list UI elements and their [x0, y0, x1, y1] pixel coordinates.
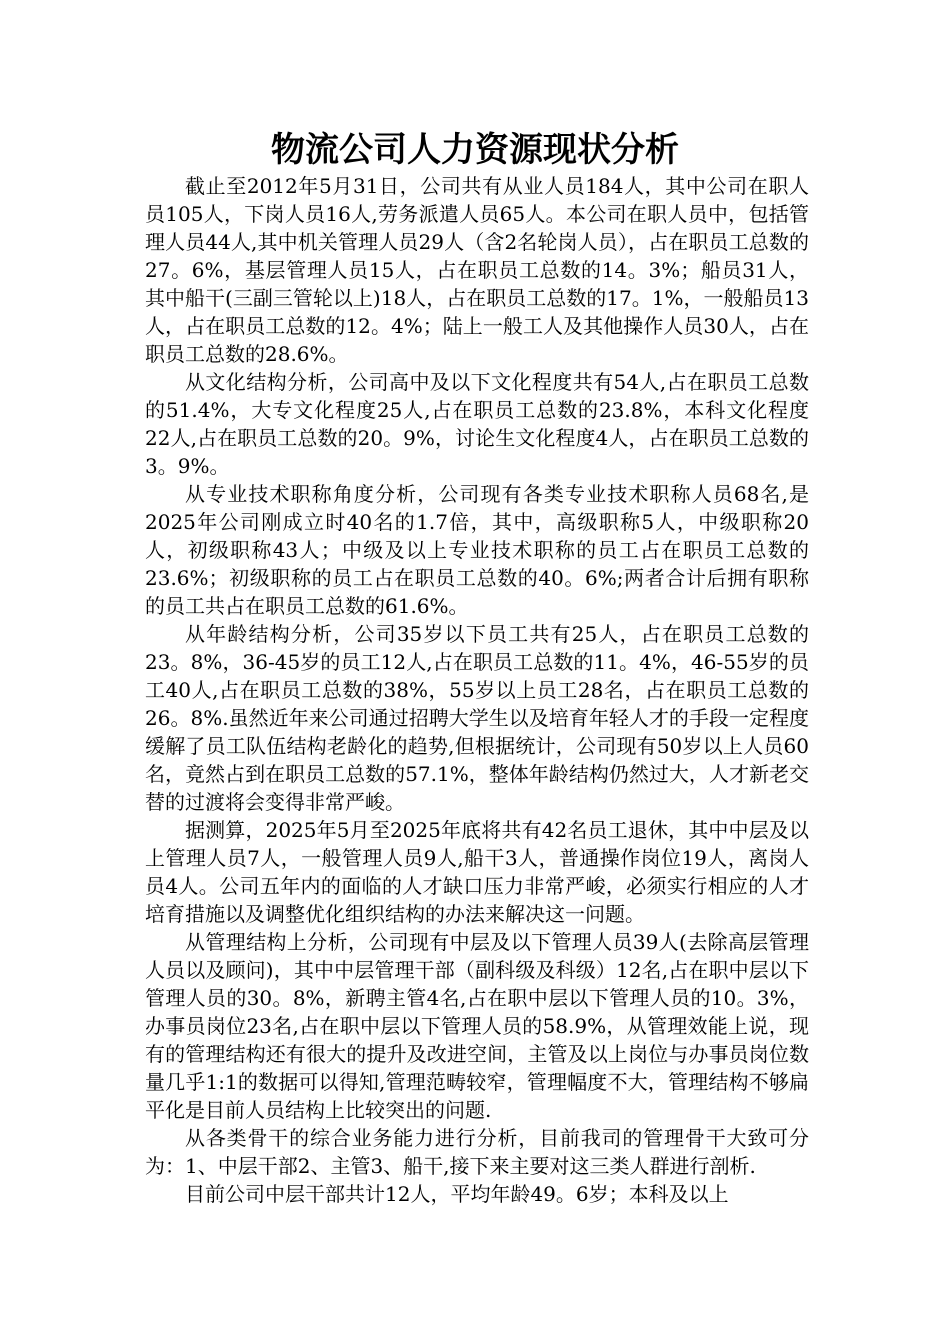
- paragraph-education-structure: 从文化结构分析，公司高中及以下文化程度共有54人,占在职员工总数的51.4%，大专文化程度25人,占在职员工总数的23.8%，本科文化程度22人,占在职员工总数的20。9%，讨论生文化程度4人，占在职员工总数的3。9%。: [145, 370, 809, 478]
- paragraph-middle-managers: 目前公司中层干部共计12人，平均年龄49。6岁；本科及以上: [185, 1182, 729, 1206]
- paragraph-age-structure: 从年龄结构分析，公司35岁以下员工共有25人，占在职员工总数的23。8%，36-45岁的员工12人,占在职员工总数的11。4%，46-55岁的员工40人,占在职员工总数的38%，55岁以上员工28名，占在职员工总数的26。8%.虽然近年来公司通过招聘大学生以及培育年轻人才的手段一定程度缓解了员工队伍结构老龄化的趋势,但根据统计，公司现有50岁以上人员60名，竟然占到在职员工总数的57.1%，整体年龄结构仍然过大，人才新老交替的过渡将会变得非常严峻。: [145, 622, 809, 814]
- paragraph-management-structure: 从管理结构上分析，公司现有中层及以下管理人员39人(去除高层管理人员以及顾问)，其中中层管理干部（副科级及科级）12名,占在职中层以下管理人员的30。8%，新聘主管4名,占在职中层以下管理人员的10。3%，办事员岗位23名,占在职中层以下管理人员的58.9%，从管理效能上说，现有的管理结构还有很大的提升及改进空间，主管及以上岗位与办事员岗位数量几乎1:1的数据可以得知,管理范畴较窄，管理幅度不大，管理结构不够扁平化是目前人员结构上比较突出的问题.: [145, 930, 809, 1122]
- paragraph-staff-overview: 截止至2012年5月31日，公司共有从业人员184人，其中公司在职人员105人，下岗人员16人,劳务派遣人员65人。本公司在职人员中，包括管理人员44人,其中机关管理人员29人（含2名轮岗人员），占在职员工总数的27。6%，基层管理人员15人，占在职员工总数的14。3%；船员31人，其中船干(三副三管轮以上)18人，占在职员工总数的17。1%，一般船员13人，占在职员工总数的12。4%；陆上一般工人及其他操作人员30人，占在职员工总数的28.6%。: [145, 174, 809, 366]
- document-title: 物流公司人力资源现状分析: [271, 130, 679, 170]
- paragraph-retirement-forecast: 据测算，2025年5月至2025年底将共有42名员工退休，其中中层及以上管理人员7人，一般管理人员9人,船干3人，普通操作岗位19人，离岗人员4人。公司五年内的面临的人才缺口压力非常严峻，必须实行相应的人才培育措施以及调整优化组织结构的办法来解决这一问题。: [145, 818, 809, 926]
- paragraph-key-staff-analysis: 从各类骨干的综合业务能力进行分析，目前我司的管理骨干大致可分为：1、中层干部2、主管3、船干,接下来主要对这三类人群进行剖析.: [145, 1126, 809, 1178]
- paragraph-professional-titles: 从专业技术职称角度分析，公司现有各类专业技术职称人员68名,是2025年公司刚成立时40名的1.7倍，其中，高级职称5人，中级职称20人，初级职称43人；中级及以上专业技术职称的员工占在职员工总数的23.6%；初级职称的员工占在职员工总数的40。6%;两者合计后拥有职称的员工共占在职员工总数的61.6%。: [145, 482, 809, 618]
- document-body: [145, 172, 809, 1208]
